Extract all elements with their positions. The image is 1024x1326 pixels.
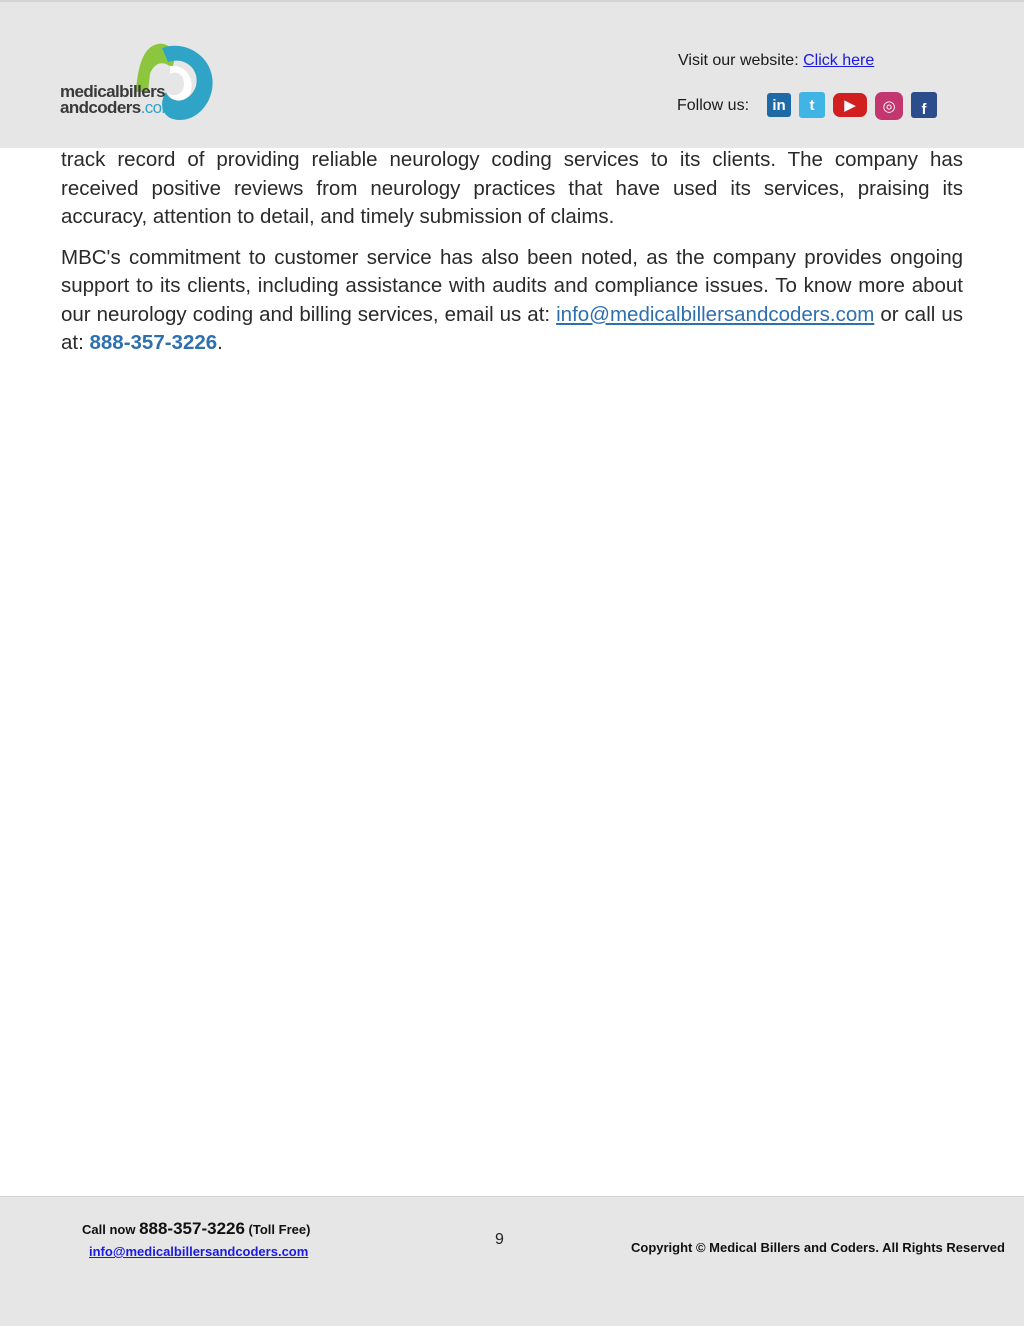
call-text: or call us at:	[61, 302, 963, 354]
paragraph-2	[61, 244, 963, 358]
email-link[interactable]: info@medicalbillersandcoders.com	[556, 302, 875, 326]
visit-label: Visit our website:	[678, 52, 804, 69]
toll-free: (Toll Free)	[244, 1222, 311, 1237]
facebook-icon[interactable]: f	[911, 92, 937, 118]
linkedin-icon[interactable]: in	[767, 93, 791, 117]
logo-line1: medicalbillers	[60, 82, 165, 101]
sentence-end: .	[217, 331, 223, 354]
page-header	[0, 0, 1024, 148]
website-link[interactable]: Click here	[803, 52, 875, 69]
copyright-notice: Copyright © Medical Billers and Coders. All Rights Reserved	[631, 1240, 1005, 1255]
company-logo[interactable]	[58, 40, 218, 124]
visit-website	[678, 52, 874, 70]
follow-label: Follow us:	[677, 97, 750, 114]
footer-phone: 888-357-3226	[139, 1219, 245, 1238]
logo-wordmark	[60, 84, 175, 116]
twitter-icon[interactable]: t	[799, 92, 825, 118]
instagram-icon[interactable]: ◎	[875, 92, 903, 120]
logo-line2: andcoders	[60, 98, 141, 117]
paragraph-1: track record of providing reliable neurology coding services to its clients. The company has received positive reviews from neurology practices that have used its services, praising its accuracy, attention to detail, and timely submission of claims.	[61, 148, 963, 228]
logo-suffix: .com	[140, 98, 176, 117]
page-number: 9	[495, 1231, 504, 1248]
call-prefix: Call now	[82, 1222, 140, 1237]
page-footer	[0, 1196, 1024, 1326]
youtube-icon[interactable]: ▶	[833, 93, 867, 117]
paragraph-2-text: MBC's commitment to customer service has also been noted, as the company provides ongoing support to its clients, including assistance with audits and compliance issues. To know more about our neurology coding and billing services, email us at:	[61, 245, 963, 326]
social-links	[767, 92, 937, 120]
phone-number: 888-357-3226	[89, 331, 218, 354]
footer-email-link[interactable]: info@medicalbillersandcoders.com	[89, 1244, 309, 1259]
document-body	[61, 146, 963, 370]
call-now	[82, 1219, 310, 1239]
